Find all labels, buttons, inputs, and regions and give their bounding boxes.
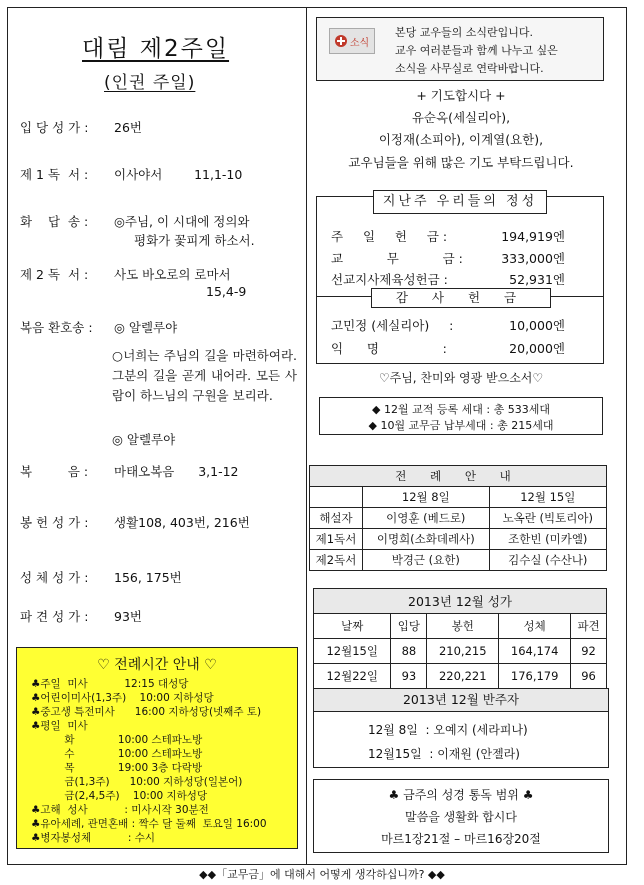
news-line: 소식을 사무실로 연락바랍니다.	[395, 62, 544, 75]
bible-range: 마르1장21절 – 마르16장20절	[381, 832, 541, 846]
mass-time-row: 금(2,4,5주) 10:00 지하성당	[31, 790, 208, 802]
hymn-cell: 93	[391, 664, 427, 689]
thanks-offering-title: 감 사 헌 금	[371, 288, 551, 308]
order-label: 봉 헌 성 가 :	[20, 515, 89, 530]
news-logo-text: 소식	[349, 37, 370, 49]
thanks-amount: 10,000엔	[509, 318, 565, 333]
order-row-communion	[20, 568, 182, 586]
order-label: 성 체 성 가 :	[20, 570, 89, 585]
liturgy-date: 12월 15일	[489, 487, 606, 508]
liturgy-role: 제1독서	[310, 529, 363, 550]
hymn-cell: 164,174	[499, 639, 571, 664]
liturgy-role: 제2독서	[310, 550, 363, 571]
bible-reading-box	[313, 779, 609, 853]
order-label: 제 1 독 서 :	[20, 167, 89, 182]
thanks-label: 고민정 (세실리아) :	[331, 318, 454, 333]
mass-time-row: ♣평일 미사	[31, 720, 88, 732]
thanks-amount: 20,000엔	[509, 341, 565, 356]
order-row-recessional	[20, 607, 142, 625]
mass-time-row: 금(1,3주) 10:00 지하성당(일본어)	[31, 776, 243, 788]
order-value: 156, 175번	[114, 570, 182, 585]
mass-time-row: 화 10:00 스테파노방	[31, 734, 203, 746]
hymn-cell: 92	[571, 639, 607, 664]
liturgy-table	[309, 465, 607, 571]
catholic-cross-icon	[335, 35, 347, 47]
mass-times-box	[16, 647, 298, 849]
order-value: ◎주님, 이 시대에 정의와	[114, 214, 250, 229]
mass-time-row: ♣중고생 특전미사 16:00 지하성당(넷째주 토)	[31, 706, 262, 718]
order-value: 93번	[114, 609, 142, 624]
hymn-header: 봉헌	[427, 614, 499, 639]
psalm-line2: 평화가 꽃피게 하소서.	[134, 233, 255, 248]
table-row	[314, 639, 607, 664]
order-value: 마태오복음 3,1-12	[114, 464, 239, 479]
notice-line: ◆ 12월 교적 등록 세대 : 총 533세대	[372, 403, 550, 416]
page-subtitle: (인권 주일)	[104, 73, 196, 93]
accompanist-line: 12월15일 : 이재원 (안젤라)	[368, 747, 520, 761]
notice-box	[319, 397, 603, 435]
gospel-acclamation-verse: ○너희는 주님의 길을 마련하여라. 그분의 길을 곧게 내어라. 모든 사람이 하느님의 구원을 보리라.	[112, 348, 297, 403]
liturgy-role: 해설자	[310, 508, 363, 529]
hymn-cell: 210,215	[427, 639, 499, 664]
order-row-psalm	[20, 212, 249, 230]
hymn-cell: 176,179	[499, 664, 571, 689]
liturgy-cell: 박경근 (요한)	[363, 550, 490, 571]
news-logo	[329, 28, 375, 54]
bible-title: ♣ 금주의 성경 통독 범위 ♣	[388, 788, 534, 802]
mass-time-row: ♣고해 성사 : 미사시작 30분전	[31, 804, 209, 816]
blessing-text: ♡주님, 찬미와 영광 받으소서♡	[378, 371, 544, 385]
offerings-title: 지난주 우리들의 정성	[373, 190, 547, 214]
thanks-label: 익 명 :	[331, 341, 447, 356]
column-divider	[306, 7, 307, 865]
table-row	[310, 529, 607, 550]
table-row	[310, 550, 607, 571]
order-value: 생활108, 403번, 216번	[114, 515, 250, 530]
hymn-title: 2013년 12월 성가	[314, 589, 607, 614]
order-label: 제 2 독 서 :	[20, 267, 89, 282]
offering-label: 선교지사제육성헌금 :	[331, 272, 448, 287]
order-row-reading2	[20, 265, 231, 283]
liturgy-cell: 이명희(소화데레사)	[363, 529, 490, 550]
liturgy-title: 전 례 안 내	[310, 466, 607, 487]
hymn-cell: 12월22일	[314, 664, 391, 689]
order-row-gospel	[20, 462, 239, 480]
accompanist-title: 2013년 12월 반주자	[314, 689, 608, 712]
offering-amount: 52,931엔	[509, 272, 565, 287]
order-value: ◎ 알렐루야	[114, 320, 178, 335]
mass-times-title: ♡ 전례시간 안내 ♡	[97, 657, 217, 673]
offering-label: 주 일 헌 금 :	[331, 229, 448, 244]
page-title: 대림 제2주일	[82, 36, 230, 62]
alleluia-response: ◎ 알렐루야	[112, 432, 176, 447]
table-row	[310, 508, 607, 529]
order-row-acclamation	[20, 318, 177, 336]
offering-amount: 333,000엔	[501, 251, 565, 266]
order-label: 복 음 :	[20, 464, 89, 479]
order-row-entrance	[20, 118, 142, 136]
footer-question: ◆◆「교무금」에 대해서 어떻게 생각하십니까? ◆◆	[199, 868, 445, 881]
order-value: 사도 바오로의 로마서	[114, 267, 231, 282]
hymn-header: 입당	[391, 614, 427, 639]
liturgy-date: 12월 8일	[363, 487, 490, 508]
order-row-reading1	[20, 165, 242, 183]
offering-label: 교 무 금 :	[331, 251, 463, 266]
liturgy-cell: 김수실 (수산나)	[489, 550, 606, 571]
offerings-box	[316, 196, 604, 364]
order-value: 이사야서 11,1-10	[114, 167, 243, 182]
order-label: 파 견 성 가 :	[20, 609, 89, 624]
prayer-line: 유순옥(세실리아),	[411, 110, 511, 125]
prayer-line: 교우님들을 위해 많은 기도 부탁드립니다.	[348, 155, 574, 170]
prayer-heading: + 기도합시다 +	[416, 88, 506, 103]
mass-time-row: 수 10:00 스테파노방	[31, 748, 203, 760]
hymn-header: 성체	[499, 614, 571, 639]
mass-time-row: ♣주일 미사 12:15 대성당	[31, 678, 189, 690]
news-box	[316, 17, 604, 81]
liturgy-corner	[310, 487, 363, 508]
order-label: 화 답 송 :	[20, 214, 89, 229]
accompanist-box	[313, 688, 609, 768]
order-value: 26번	[114, 120, 142, 135]
accompanist-line: 12월 8일 : 오예지 (세라피나)	[368, 723, 528, 737]
news-line: 교우 여러분들과 함께 나누고 싶은	[395, 44, 558, 57]
prayer-line: 이정재(소피아), 이계열(요한),	[378, 132, 544, 147]
order-label: 입 당 성 가 :	[20, 120, 89, 135]
reading2-line2: 15,4-9	[206, 284, 247, 299]
hymn-header: 파견	[571, 614, 607, 639]
mass-time-row: 목 19:00 3층 다락방	[31, 762, 203, 774]
liturgy-cell: 이영훈 (베드로)	[363, 508, 490, 529]
notice-line: ◆ 10월 교무금 납부세대 : 총 215세대	[368, 419, 554, 432]
news-line: 본당 교우들의 소식란입니다.	[395, 26, 534, 39]
offering-amount: 194,919엔	[501, 229, 565, 244]
mass-time-row: ♣유아세례, 관면혼배 : 짝수 달 둘째 토요일 16:00	[31, 818, 267, 830]
hymn-header: 날짜	[314, 614, 391, 639]
mass-time-row: ♣어린이미사(1,3주) 10:00 지하성당	[31, 692, 214, 704]
hymn-cell: 88	[391, 639, 427, 664]
hymn-table	[313, 588, 607, 689]
hymn-cell: 96	[571, 664, 607, 689]
order-label: 복음 환호송 :	[20, 320, 93, 335]
mass-time-row: ♣병자봉성체 : 수시	[31, 832, 156, 844]
table-row	[314, 664, 607, 689]
liturgy-cell: 노옥란 (빅토리아)	[489, 508, 606, 529]
liturgy-cell: 조한빈 (미카엘)	[489, 529, 606, 550]
hymn-cell: 220,221	[427, 664, 499, 689]
hymn-cell: 12월15일	[314, 639, 391, 664]
bible-line: 말씀을 생활화 합시다	[405, 810, 517, 824]
order-row-offertory	[20, 513, 250, 531]
